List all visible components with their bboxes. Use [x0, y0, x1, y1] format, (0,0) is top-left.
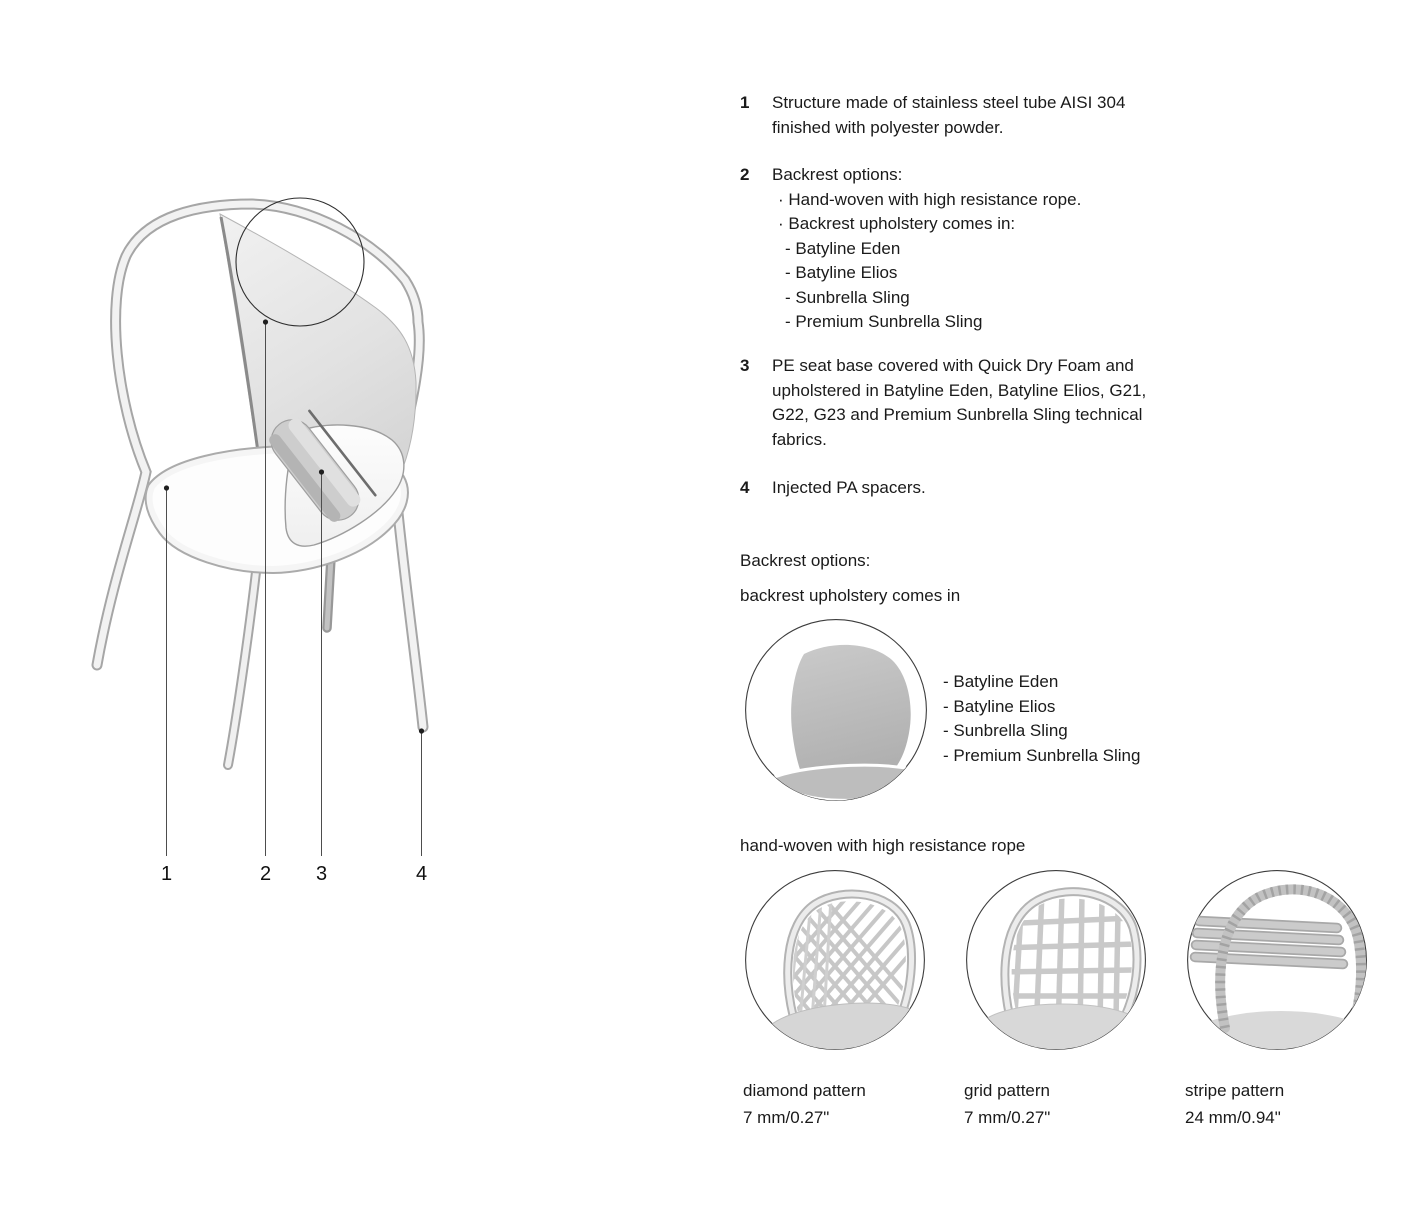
spec-line: upholstered in Batyline Eden, Batyline Elios, G21,: [772, 380, 1147, 400]
callout-number-2: 2: [259, 863, 272, 885]
pattern-size: 7 mm/0.27": [964, 1108, 1051, 1127]
spec-line: - Sunbrella Sling: [785, 287, 910, 307]
spec-item-3: [740, 354, 1220, 452]
upholstery-options-list: [943, 670, 1140, 768]
pattern-block-grid: [964, 868, 1174, 1131]
pattern-label: [743, 1077, 953, 1131]
spec-number: 3: [740, 356, 750, 375]
spec-text: [772, 91, 1220, 140]
upholstery-heading: backrest upholstery comes in: [740, 586, 961, 605]
spec-number: 2: [740, 165, 750, 184]
chair-rear-legs: [228, 558, 331, 765]
spec-line: - Batyline Elios: [785, 263, 898, 282]
upholstery-detail-image: [744, 618, 928, 802]
pattern-size: 24 mm/0.94": [1185, 1108, 1281, 1127]
callout-number-1: 1: [160, 863, 173, 885]
spec-line: finished with polyester powder.: [772, 117, 1004, 137]
pattern-name: stripe pattern: [1185, 1081, 1285, 1100]
upholstery-option: - Premium Sunbrella Sling: [943, 745, 1141, 765]
spec-number: 1: [740, 93, 750, 112]
pattern-block-stripe: [1185, 868, 1395, 1131]
spec-item-2: [740, 163, 1220, 335]
pattern-label: [1185, 1077, 1395, 1131]
stripe-pattern-image: [1185, 868, 1369, 1052]
spec-line: - Premium Sunbrella Sling: [785, 312, 983, 331]
upholstery-option: - Sunbrella Sling: [943, 721, 1068, 740]
spec-line: · Hand-woven with high resistance rope.: [778, 189, 1082, 209]
spec-item-1: [740, 91, 1220, 140]
seat-cushion-shape: [978, 1004, 1146, 1052]
upholstery-option: - Batyline Eden: [943, 672, 1059, 691]
spec-text: [772, 476, 1220, 501]
callout-numbers: [161, 863, 427, 885]
spec-item-4: [740, 476, 1220, 501]
upholstered-seat-shape: [772, 765, 928, 800]
pattern-label: [964, 1077, 1174, 1131]
spec-line: PE seat base covered with Quick Dry Foam and: [772, 356, 1134, 375]
handwoven-heading: hand-woven with high resistance rope: [740, 836, 1026, 855]
diamond-pattern-image: [743, 868, 927, 1052]
grid-pattern-image: [964, 868, 1148, 1052]
spec-line: Backrest options:: [772, 165, 903, 184]
backrest-options-title: Backrest options:: [740, 551, 871, 570]
pattern-name: grid pattern: [964, 1081, 1050, 1100]
callout-number-3: 3: [315, 863, 328, 885]
spec-line: G22, G23 and Premium Sunbrella Sling technical: [772, 405, 1143, 424]
spec-line: fabrics.: [772, 429, 827, 449]
spec-text: [772, 354, 1220, 452]
pattern-name: diamond pattern: [743, 1081, 866, 1100]
spec-text: [772, 163, 1220, 335]
spec-line: · Backrest upholstery comes in:: [778, 214, 1016, 233]
chair-diagram: [60, 170, 540, 890]
pattern-block-diamond: [743, 868, 953, 1131]
pattern-size: 7 mm/0.27": [743, 1108, 830, 1127]
spec-line: Structure made of stainless steel tube AISI 304: [772, 93, 1126, 112]
spec-line: - Batyline Eden: [785, 238, 901, 258]
upholstery-option: - Batyline Elios: [943, 696, 1056, 716]
spec-line: Injected PA spacers.: [772, 478, 926, 497]
callout-number-4: 4: [415, 863, 428, 885]
spec-number: 4: [740, 478, 750, 497]
